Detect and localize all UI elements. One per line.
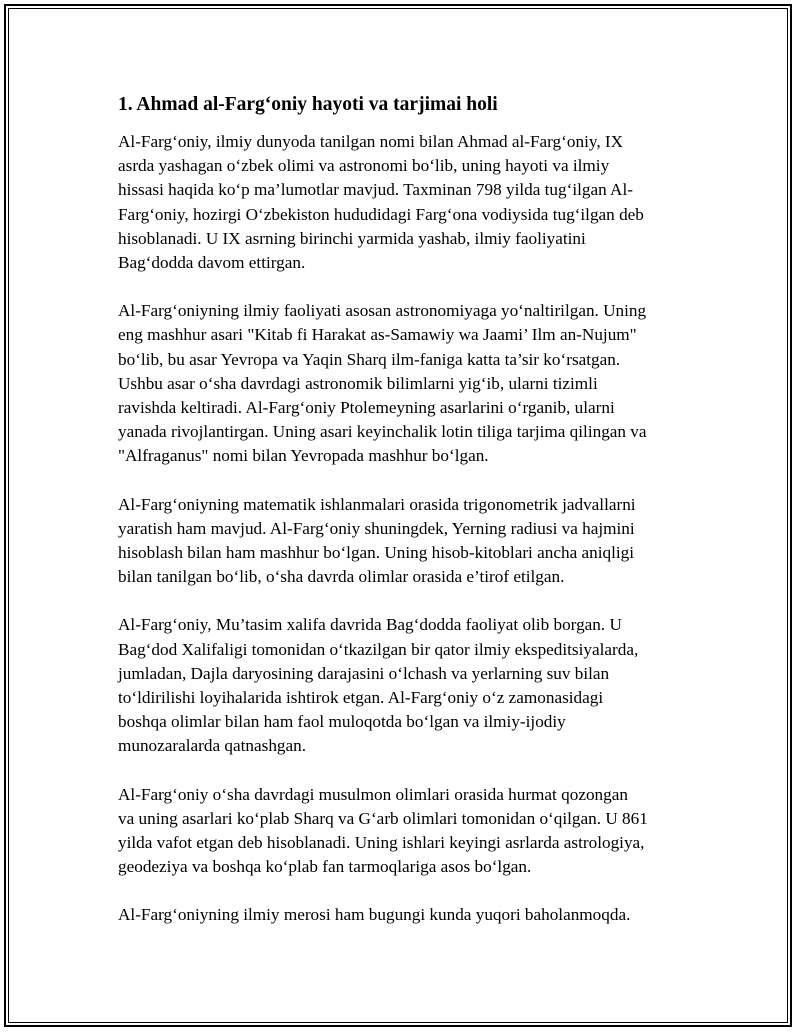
paragraph-line: Al-Farg‘oniy, ilmiy dunyoda tanilgan nomi bilan Ahmad al-Farg‘oniy, IX: [118, 132, 624, 151]
paragraph-line: jumladan, Dajla daryosining darajasini o‘lchash va yerlarning suv bilan: [118, 663, 610, 683]
paragraph-line: hisoblash bilan ham mashhur bo‘lgan. Uning hisob-kitoblari ancha aniqligi: [118, 543, 635, 563]
paragraph-line: to‘ldirilishi loyihalarida ishtirok etgan. Al-Farg‘oniy o‘z zamonasidagi: [118, 688, 604, 708]
paragraph: [118, 613, 686, 758]
paragraph-line: Ushbu asar o‘sha davrdagi astronomik bilimlarni yig‘ib, ularni tizimli: [118, 373, 598, 393]
section-heading: 1. Ahmad al-Farg‘oniy hayoti va tarjimai holi: [118, 94, 498, 115]
paragraph-line: Al-Farg‘oniy, Mu’tasim xalifa davrida Bag‘dodda faoliyat olib borgan. U: [118, 615, 622, 635]
paragraph-line: yilda vafot etgan deb hisoblanadi. Uning ishlari keyingi asrlarda astrologiya,: [118, 833, 645, 853]
paragraph-line: bilan tanilgan bo‘lib, o‘sha davrda olimlar orasida e’tirof etilgan.: [118, 567, 565, 587]
paragraph-line: boshqa olimlar bilan ham faol muloqotda bo‘lgan va ilmiy-ijodiy: [118, 712, 566, 732]
paragraph-line: Al-Farg‘oniy o‘sha davrdagi musulmon olimlari orasida hurmat qozongan: [118, 784, 628, 804]
paragraph-line: va uning asarlari ko‘plab Sharq va G‘arb olimlari tomonidan o‘qilgan. U 861: [118, 808, 648, 828]
paragraph-line: Al-Farg‘oniyning matematik ishlanmalari orasida trigonometrik jadvallarni: [118, 494, 636, 514]
paragraph-line: Al-Farg‘oniyning ilmiy faoliyati asosan astronomiyaga yo‘naltirilgan. Uning: [118, 301, 647, 321]
paragraph-list: [118, 130, 686, 928]
paragraph-line: geodeziya va boshqa ko‘plab fan tarmoqlariga asos bo‘lgan.: [118, 857, 532, 877]
paragraph-line: hissasi haqida ko‘p ma’lumotlar mavjud. Taxminan 798 yilda tug‘ilgan Al-: [118, 180, 633, 200]
paragraph: [118, 783, 686, 880]
document-body: [118, 92, 686, 952]
paragraph-line: munozaralarda qatnashgan.: [118, 736, 307, 756]
paragraph-line: Bag‘dod Xalifaligi tomonidan o‘tkazilgan bir qator ilmiy ekspeditsiyalarda,: [118, 639, 639, 659]
paragraph-line: eng mashhur asari "Kitab fi Harakat as-Samawiy wa Jaami’ Ilm an-Nujum": [118, 325, 637, 345]
paragraph-line: yanada rivojlantirgan. Uning asari keyinchalik lotin tiliga tarjima qilingan va: [118, 422, 647, 442]
paragraph-line: Al-Farg‘oniyning ilmiy merosi ham bugungi kunda yuqori baholanmoqda.: [118, 905, 631, 925]
paragraph-line: bo‘lib, bu asar Yevropa va Yaqin Sharq ilm-faniga katta ta’sir ko‘rsatgan.: [118, 349, 621, 369]
paragraph-line: "Alfraganus" nomi bilan Yevropada mashhur bo‘lgan.: [118, 446, 489, 466]
paragraph: [118, 493, 686, 590]
paragraph-line: asrda yashagan o‘zbek olimi va astronomi bo‘lib, uning hayoti va ilmiy: [118, 156, 610, 176]
paragraph-line: Bag‘dodda davom ettirgan.: [118, 253, 306, 273]
paragraph-line: yaratish ham mavjud. Al-Farg‘oniy shuningdek, Yerning radiusi va hajmini: [118, 518, 635, 538]
paragraph-line: hisoblanadi. U IX asrning birinchi yarmida yashab, ilmiy faoliyatini: [118, 228, 586, 248]
paragraph-line: Farg‘oniy, hozirgi O‘zbekiston hududidagi Farg‘ona vodiysida tug‘ilgan deb: [118, 204, 644, 224]
paragraph: [118, 130, 686, 275]
paragraph-line: ravishda keltiradi. Al-Farg‘oniy Ptolemeyning asarlarini o‘rganib, ularni: [118, 398, 615, 418]
paragraph: [118, 299, 686, 468]
paragraph: [118, 903, 686, 927]
